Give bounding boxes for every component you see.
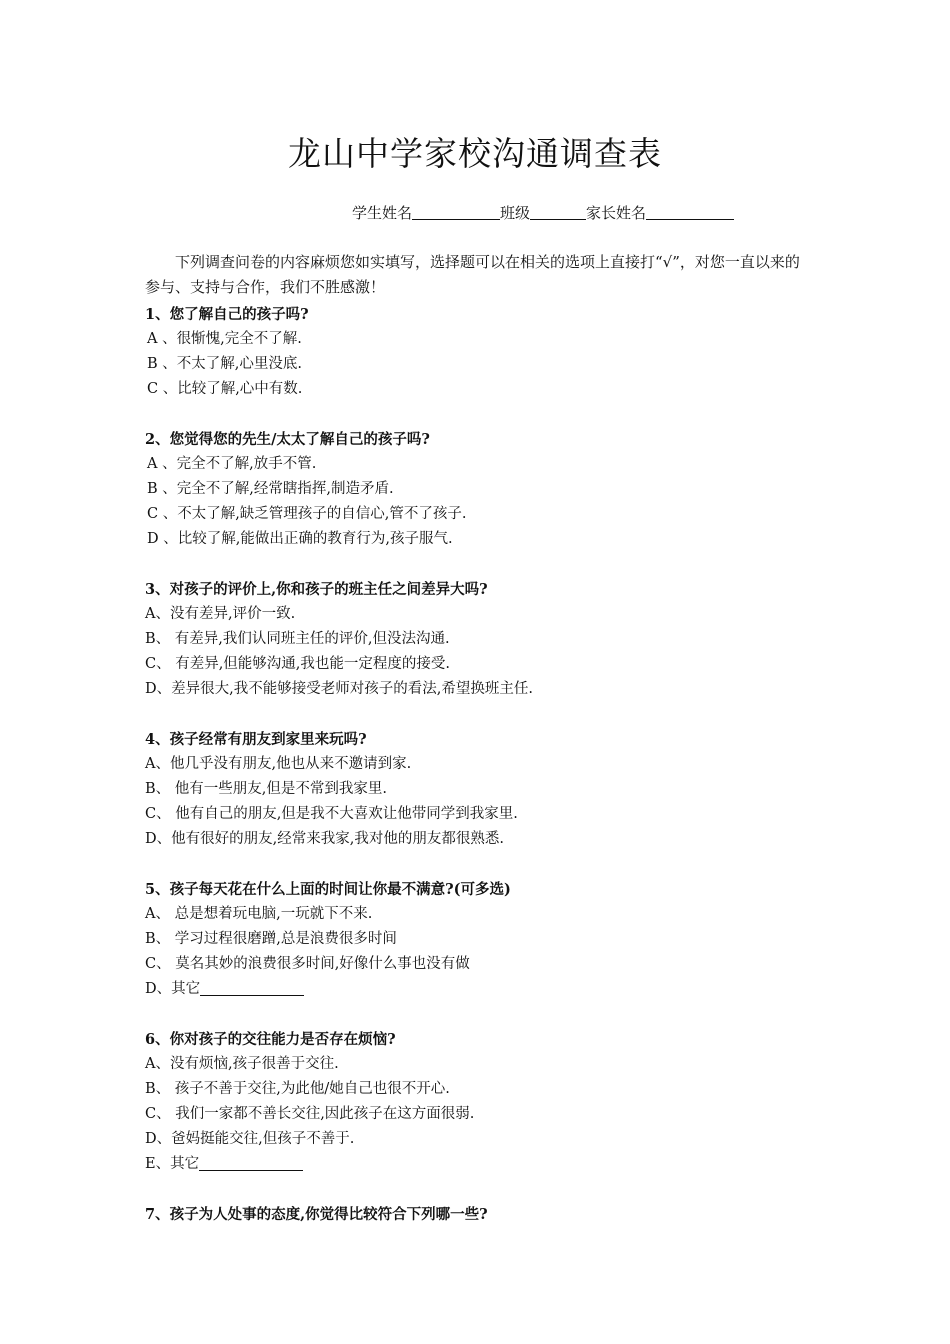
student-name-blank[interactable] <box>412 204 500 220</box>
option-c[interactable]: C、 我们一家都不善长交往,因此孩子在这方面很弱. <box>145 1106 475 1122</box>
question-4 <box>145 727 825 852</box>
option-a[interactable]: A、他几乎没有朋友,他也从来不邀请到家. <box>145 756 412 772</box>
intro-paragraph: 下列调查问卷的内容麻烦您如实填写，选择题可以在相关的选项上直接打“√”，对您一直以来的参与、支持与合作，我们不胜感激！ <box>145 253 800 296</box>
question-title: 2、您觉得您的先生/太太了解自己的孩子吗? <box>145 431 430 448</box>
option-a[interactable]: A、没有烦恼,孩子很善于交往. <box>145 1056 339 1072</box>
question-5 <box>145 877 825 1002</box>
option-d[interactable]: D、他有很好的朋友,经常来我家,我对他的朋友都很熟悉. <box>145 831 504 847</box>
question-title: 6、你对孩子的交往能力是否存在烦恼? <box>145 1031 396 1048</box>
question-title: 7、孩子为人处事的态度,你觉得比较符合下列哪一些? <box>145 1206 488 1223</box>
question-title: 5、孩子每天花在什么上面的时间让你最不满意?(可多选) <box>145 881 511 898</box>
parent-name-label: 家长姓名 <box>586 204 647 222</box>
question-list <box>145 302 825 1252</box>
question-7 <box>145 1202 825 1227</box>
option-a[interactable]: A 、完全不了解,放手不管. <box>147 456 317 472</box>
option-c[interactable]: C、 他有自己的朋友,但是我不大喜欢让他带同学到我家里. <box>145 806 518 822</box>
question-6 <box>145 1027 825 1177</box>
class-label: 班级 <box>500 204 531 222</box>
question-3 <box>145 577 825 702</box>
class-blank[interactable] <box>530 204 586 220</box>
other-fill-blank[interactable] <box>199 1156 303 1171</box>
option-b[interactable]: B、 孩子不善于交往,为此他/她自己也很不开心. <box>145 1081 450 1097</box>
option-d[interactable]: D 、比较了解,能做出正确的教育行为,孩子服气. <box>147 531 453 547</box>
info-fields <box>352 202 734 223</box>
option-d[interactable]: D、差异很大,我不能够接受老师对孩子的看法,希望换班主任. <box>145 681 533 697</box>
option-b[interactable]: B、 有差异,我们认同班主任的评价,但没法沟通. <box>145 631 450 647</box>
option-a[interactable]: A 、很惭愧,完全不了解. <box>147 331 302 347</box>
question-2 <box>145 427 825 552</box>
option-e-label: E、其它 <box>145 1156 200 1172</box>
option-b[interactable]: B 、完全不了解,经常瞎指挥,制造矛盾. <box>147 481 394 497</box>
student-name-label: 学生姓名 <box>352 204 413 222</box>
option-c[interactable]: C 、不太了解,缺乏管理孩子的自信心,管不了孩子. <box>147 506 467 522</box>
option-d[interactable]: D、爸妈挺能交往,但孩子不善于. <box>145 1131 355 1147</box>
other-fill-blank[interactable] <box>200 981 304 996</box>
option-b[interactable]: B、 学习过程很磨蹭,总是浪费很多时间 <box>145 931 397 947</box>
question-1 <box>145 302 825 402</box>
page-title: 龙山中学家校沟通调查表 <box>288 134 662 173</box>
question-title: 4、孩子经常有朋友到家里来玩吗? <box>145 731 367 748</box>
parent-name-blank[interactable] <box>646 204 734 220</box>
option-c[interactable]: C 、比较了解,心中有数. <box>147 381 303 397</box>
option-e-other[interactable] <box>145 1152 825 1177</box>
option-b[interactable]: B、 他有一些朋友,但是不常到我家里. <box>145 781 387 797</box>
option-a[interactable]: A、 总是想着玩电脑,一玩就下不来. <box>145 906 373 922</box>
option-a[interactable]: A、没有差异,评价一致. <box>145 606 296 622</box>
option-c[interactable]: C、 莫名其妙的浪费很多时间,好像什么事也没有做 <box>145 956 470 972</box>
option-c[interactable]: C、 有差异,但能够沟通,我也能一定程度的接受. <box>145 656 451 672</box>
question-title: 3、对孩子的评价上,你和孩子的班主任之间差异大吗? <box>145 581 488 598</box>
option-d-label: D、其它 <box>145 981 201 997</box>
option-b[interactable]: B 、不太了解,心里没底. <box>147 356 302 372</box>
question-title: 1、您了解自己的孩子吗? <box>145 306 309 323</box>
option-d-other[interactable] <box>145 977 825 1002</box>
